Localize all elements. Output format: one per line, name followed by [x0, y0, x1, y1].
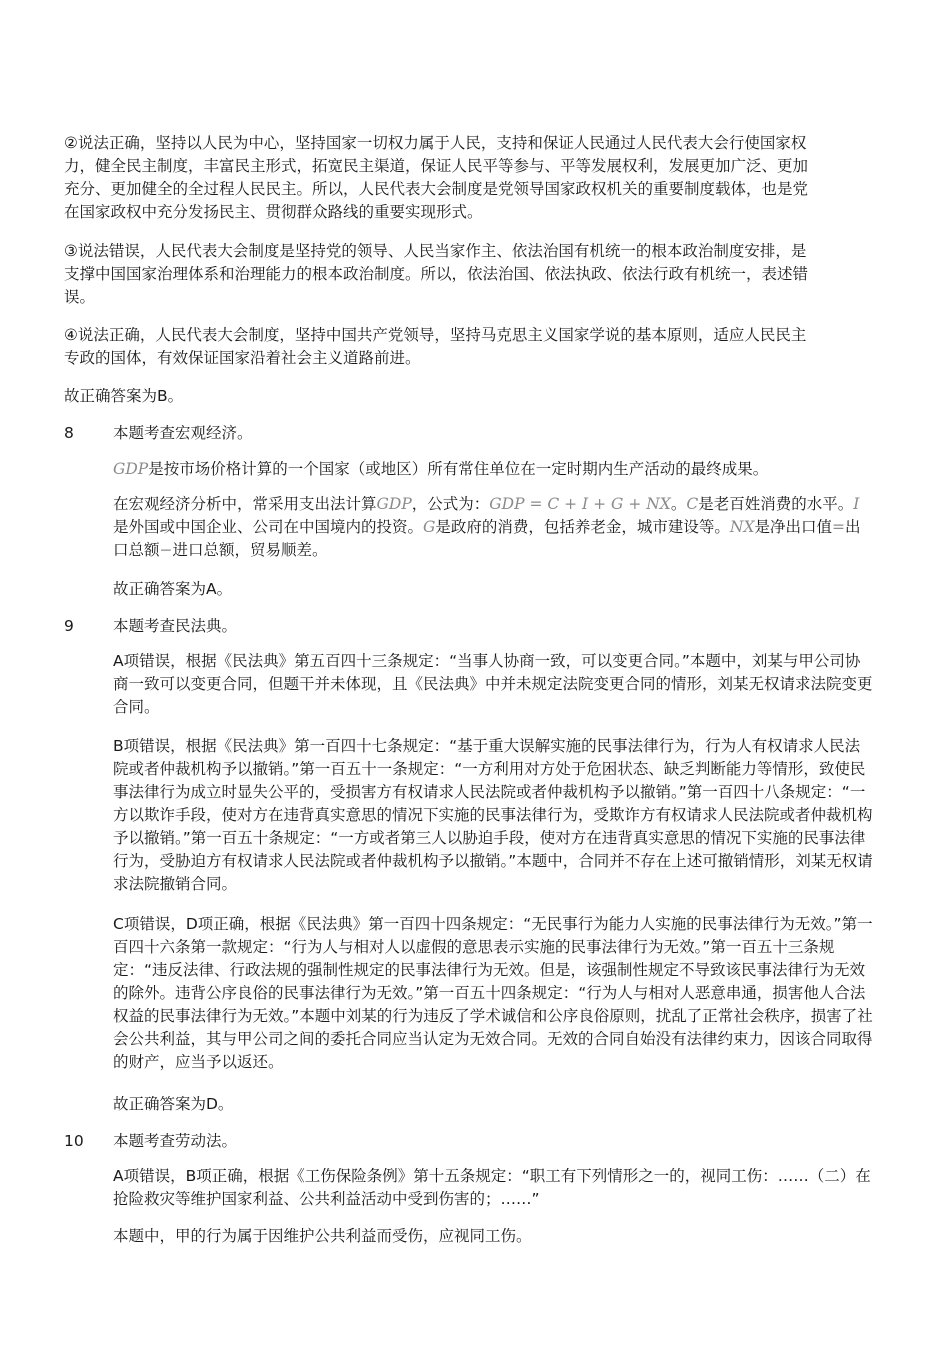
symbol-g: G — [423, 518, 436, 536]
question-number-10: 10 — [64, 1132, 84, 1150]
text-segment: 是老百姓消费的水平。 — [698, 495, 854, 513]
paragraph-point-3: ③说法错误，人民代表大会制度是坚持党的领导、人民当家作主、依法治国有机统一的根本政治制度安排，是支撑中国国家治理体系和治理能力的根本政治制度。所以，依法治国、依法执政、依法行政有机统一，表述错误。 — [64, 242, 809, 306]
question-8-paragraph-1 — [113, 458, 873, 481]
question-10-option-ab: A项错误，B项正确，根据《工伤保险条例》第十五条规定：“职工有下列情形之一的，视同工伤：……（二）在抢险救灾等维护国家利益、公共利益活动中受到伤害的；……” — [113, 1167, 871, 1208]
question-8-heading: 本题考查宏观经济。 — [113, 424, 253, 442]
symbol-i: I — [853, 495, 860, 513]
answer-9: 故正确答案为D。 — [113, 1095, 234, 1113]
text-segment: 。 — [670, 495, 687, 513]
answer-8: 故正确答案为A。 — [113, 580, 233, 598]
text-segment: 是净出口值 — [754, 518, 833, 536]
question-9-option-cd: C项错误，D项正确，根据《民法典》第一百四十四条规定：“无民事行为能力人实施的民事法律行为无效。”第一百四十六条第一款规定：“行为人与相对人以虚假的意思表示实施的民事法律行为无效。”第一百五十三条规定：“违反法律、行政法规的强制性规定的民事法律行为无效。但是，该强制性规定不导致该民事法律行为无效的除外。违背公序良俗的民事法律行为无效。”第一百五十四条规定：“行为人与相对人恶意串通，损害他人合法权益的民事法律行为无效。”本题中刘某的行为违反了学术诚信和公序良俗原则，扰乱了正常社会秩序，损害了社会公共利益，其与甲公司之间的委托合同应当认定为无效合同。无效的合同自始没有法律约束力，因该合同取得的财产，应当予以返还。 — [113, 915, 873, 1071]
question-number-9: 9 — [64, 617, 74, 635]
paragraph-point-4: ④说法正确，人民代表大会制度，坚持中国共产党领导，坚持马克思主义国家学说的基本原则，适应人民民主专政的国体，有效保证国家沿着社会主义道路前进。 — [64, 326, 807, 367]
minus-symbol: − — [159, 541, 173, 559]
text-segment: ，公式为： — [411, 495, 490, 513]
text-segment: 在宏观经济分析中，常采用支出法计算 — [113, 495, 377, 513]
equals-symbol: = — [832, 518, 846, 536]
text-segment: 是政府的消费，包括养老金，城市建设等。 — [435, 518, 730, 536]
question-10-conclusion: 本题中，甲的行为属于因维护公共利益而受伤，应视同工伤。 — [113, 1227, 532, 1245]
paragraph-point-2: ②说法正确，坚持以人民为中心，坚持国家一切权力属于人民，支持和保证人民通过人民代表大会行使国家权力，健全民主制度，丰富民主形式，拓宽民主渠道，保证人民平等参与、平等发展权利，发展更加广泛、更加充分、更加健全的全过程人民民主。所以，人民代表大会制度是党领导国家政权机关的重要制度载体，也是党在国家政权中充分发扬民主、贯彻群众路线的重要实现形式。 — [64, 134, 809, 221]
gdp-symbol: GDP — [113, 460, 149, 478]
gdp-symbol: GDP — [376, 495, 412, 513]
question-9-option-a: A项错误，根据《民法典》第五百四十三条规定：“当事人协商一致，可以变更合同。”本题中，刘某与甲公司协商一致可以变更合同，但题干并未体现，且《民法典》中并未规定法院变更合同的情形，刘某无权请求法院变更合同。 — [113, 652, 873, 716]
text-segment: 出口总额 — [113, 518, 861, 559]
gdp-formula: GDP = C + I + G + NX — [489, 495, 671, 513]
question-number-8: 8 — [64, 424, 74, 442]
symbol-c: C — [686, 495, 699, 513]
question-8-paragraph-2 — [113, 493, 865, 562]
question-9-heading: 本题考查民法典。 — [113, 617, 238, 635]
text-segment: 是外国或中国企业、公司在中国境内的投资。 — [113, 518, 424, 536]
answer-7: 故正确答案为B。 — [64, 387, 184, 405]
question-9-option-b: B项错误，根据《民法典》第一百四十七条规定：“基于重大误解实施的民事法律行为，行为人有权请求人民法院或者仲裁机构予以撤销。”第一百五十一条规定：“一方利用对方处于危困状态、缺乏判断能力等情形，致使民事法律行为成立时显失公平的，受损害方有权请求人民法院或者仲裁机构予以撤销。”第一百四十八条规定：“一方以欺诈手段，使对方在违背真实意思的情况下实施的民事法律行为，受欺诈方有权请求人民法院或者仲裁机构予以撤销。”第一百五十条规定：“一方或者第三人以胁迫手段，使对方在违背真实意思的情况下实施的民事法律行为，受胁迫方有权请求人民法院或者仲裁机构予以撤销。”本题中，合同并不存在上述可撤销情形，刘某无权请求法院撤销合同。 — [113, 737, 873, 893]
symbol-nx: NX — [729, 518, 755, 536]
text-segment: 进口总额，贸易顺差。 — [172, 541, 328, 559]
question-10-heading: 本题考查劳动法。 — [113, 1132, 238, 1150]
gdp-definition: 是按市场价格计算的一个国家（或地区）所有常住单位在一定时期内生产活动的最终成果。 — [148, 460, 769, 478]
